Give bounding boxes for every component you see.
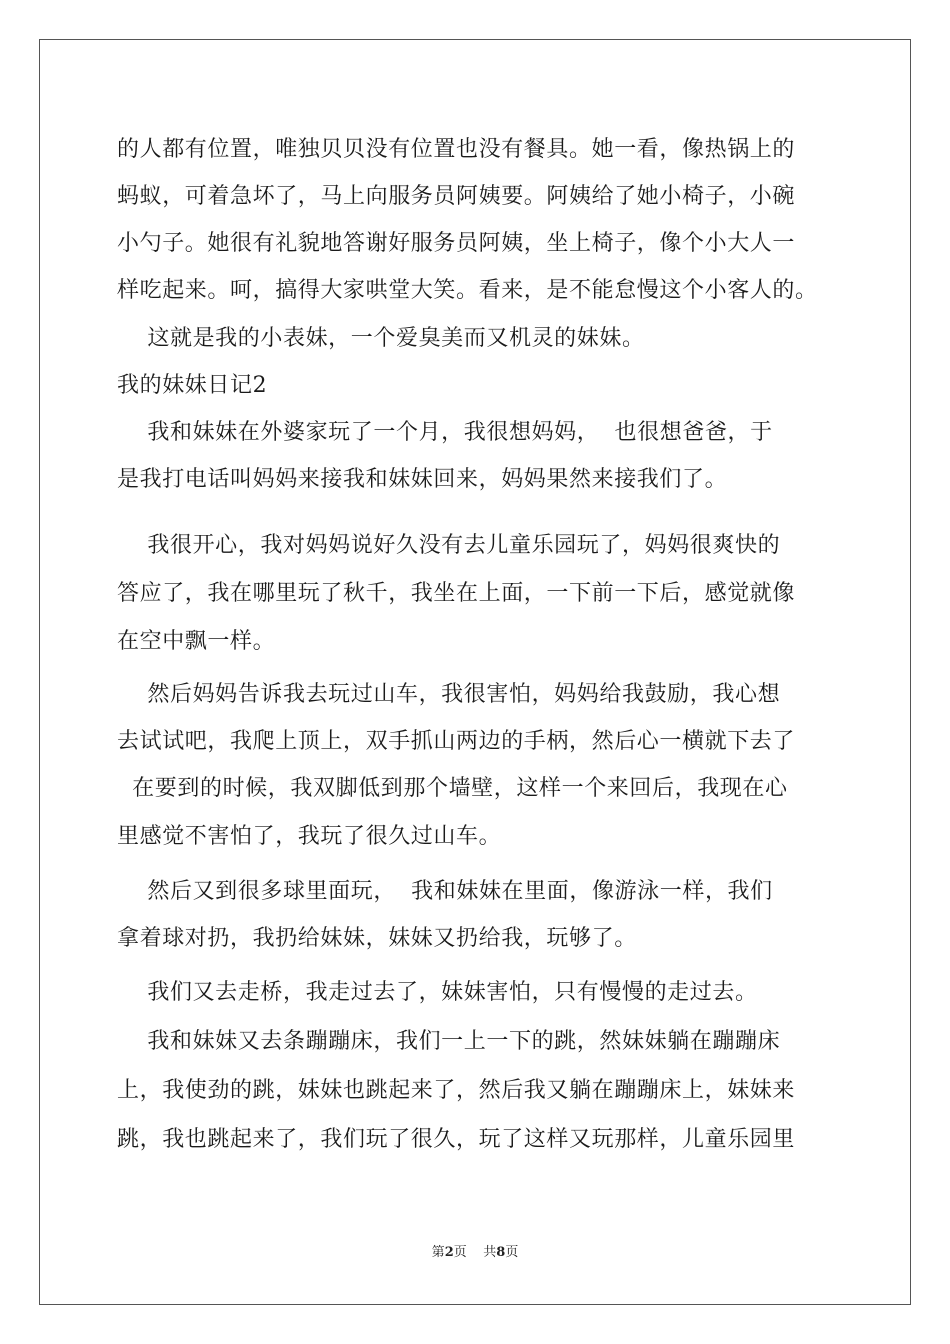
- text-line: 跳，我也跳起来了，我们玩了很久，玩了这样又玩那样，儿童乐园里: [117, 1127, 796, 1152]
- section-heading: 我的妹妹日记2: [117, 373, 268, 398]
- text-line: 蚂蚁，可着急坏了，马上向服务员阿姨要。阿姨给了她小椅子，小碗: [117, 184, 796, 209]
- text-line: 我和妹妹又去条蹦蹦床，我们一上一下的跳，然妹妹躺在蹦蹦床: [117, 1029, 781, 1054]
- footer-page-total: 8: [496, 1245, 506, 1260]
- text-line: 样吃起来。呵，搞得大家哄堂大笑。看来，是不能怠慢这个小客人的。: [117, 278, 818, 303]
- text-line: 的人都有位置，唯独贝贝没有位置也没有餐具。她一看，像热锅上的: [117, 137, 796, 162]
- footer-page-prefix: 第: [431, 1245, 445, 1260]
- footer-page-suffix: 页: [505, 1245, 519, 1260]
- page-footer: [0, 1244, 950, 1262]
- text-line: 我很开心，我对妈妈说好久没有去儿童乐园玩了，妈妈很爽快的: [117, 533, 781, 558]
- text-line: 在要到的时候，我双脚低到那个墙壁，这样一个来回后，我现在心: [117, 776, 788, 801]
- text-line: 小勺子。她很有礼貌地答谢好服务员阿姨，坐上椅子，像个小大人一: [117, 231, 796, 256]
- text-line: 在空中飘一样。: [117, 629, 276, 654]
- text-line: 这就是我的小表妹，一个爱臭美而又机灵的妹妹。: [117, 326, 645, 351]
- text-line: 然后又到很多球里面玩， 我和妹妹在里面，像游泳一样，我们: [117, 879, 773, 904]
- text-line: 上，我使劲的跳，妹妹也跳起来了，然后我又躺在蹦蹦床上，妹妹来: [117, 1078, 796, 1103]
- text-line: 答应了，我在哪里玩了秋千，我坐在上面，一下前一下后，感觉就像: [117, 581, 796, 606]
- text-line: 里感觉不害怕了，我玩了很久过山车。: [117, 824, 502, 849]
- footer-page-mid: 页 共: [453, 1245, 497, 1260]
- text-line: 拿着球对扔，我扔给妹妹，妹妹又扔给我，玩够了。: [117, 926, 637, 951]
- text-line: 我和妹妹在外婆家玩了一个月，我很想妈妈， 也很想爸爸，于: [117, 420, 773, 445]
- footer-page-current: 2: [444, 1245, 454, 1260]
- text-line: 去试试吧，我爬上顶上，双手抓山两边的手柄，然后心一横就下去了: [117, 729, 796, 754]
- text-line: 是我打电话叫妈妈来接我和妹妹回来，妈妈果然来接我们了。: [117, 467, 728, 492]
- text-line: 我们又去走桥，我走过去了，妹妹害怕，只有慢慢的走过去。: [117, 980, 758, 1005]
- text-line: 然后妈妈告诉我去玩过山车，我很害怕，妈妈给我鼓励，我心想: [117, 682, 781, 707]
